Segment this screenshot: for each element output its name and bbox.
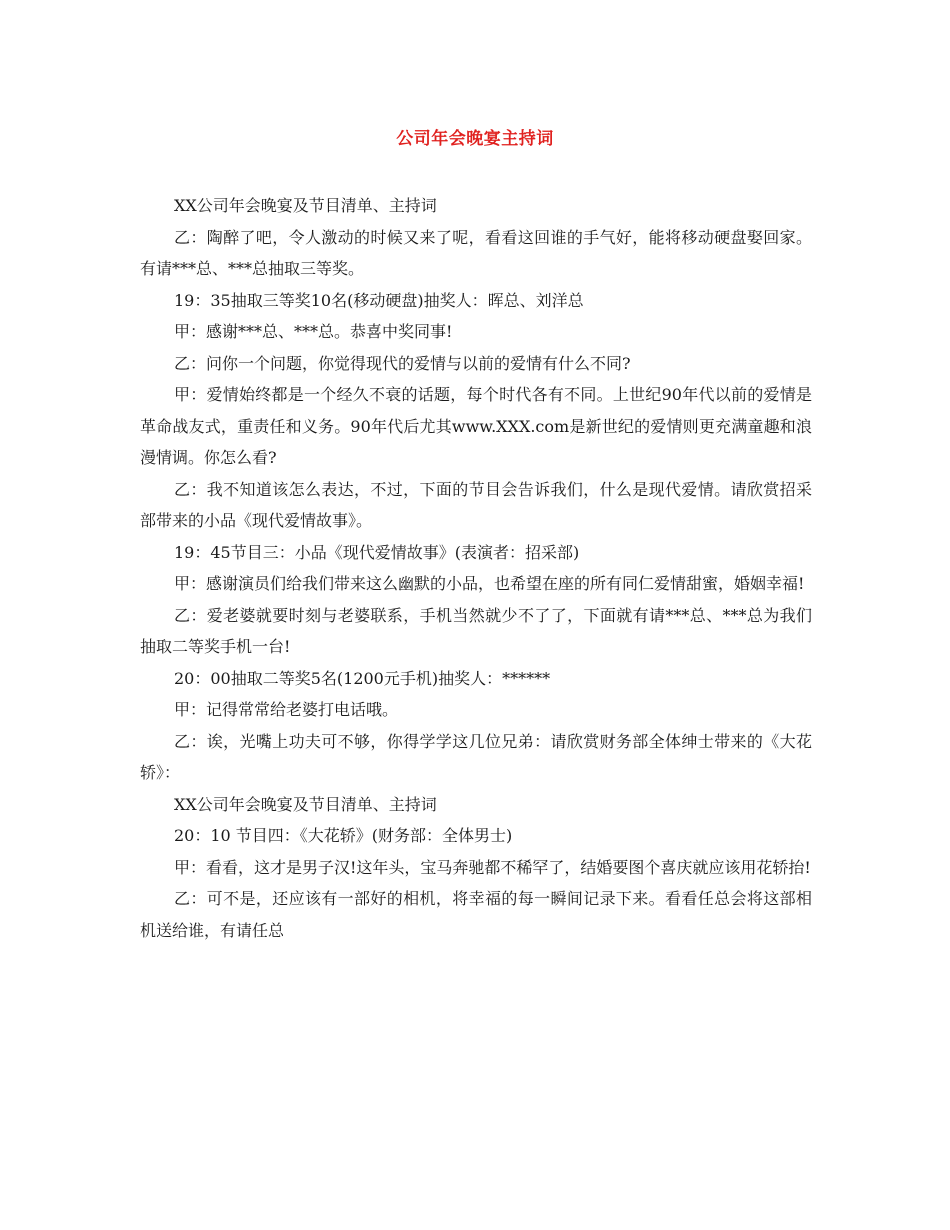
paragraph-14: XX公司年会晚宴及节目清单、主持词 — [174, 794, 437, 814]
paragraph-10: 乙：爱老婆就要时刻与老婆联系，手机当然就少不了了，下面就有请***总、***总为我们抽取二等奖手机一台! — [140, 605, 812, 656]
paragraph-11: 20：00抽取二等奖5名(1200元手机)抽奖人：****** — [174, 668, 551, 688]
paragraph-1: XX公司年会晚宴及节目清单、主持词 — [174, 196, 437, 215]
paragraph-13: 乙：诶，光嘴上功夫可不够，你得学学这几位兄弟：请欣赏财务部全体绅士带来的《大花轿》： — [140, 731, 812, 782]
document-title: 公司年会晚宴主持词 — [396, 129, 554, 149]
paragraph-12: 甲：记得常常给老婆打电话哦。 — [174, 700, 399, 719]
paragraph-5: 乙：问你一个问题，你觉得现代的爱情与以前的爱情有什么不同? — [174, 353, 631, 373]
paragraph-16: 甲：看看，这才是男子汉!这年头，宝马奔驰都不稀罕了，结婚要图个喜庆就应该用花轿抬! — [174, 857, 811, 877]
paragraph-15: 20：10 节目四：《大花轿》(财务部：全体男士) — [174, 826, 513, 845]
paragraph-6: 甲：爱情始终都是一个经久不衰的话题，每个时代各有不同。上世纪90年代以前的爱情是革命战友式，重责任和义务。90年代后尤其www.XXX.com是新世纪的爱情则更充满童趣和浪漫情调。你怎么看? — [140, 385, 812, 467]
paragraph-4: 甲：感谢***总、***总。恭喜中奖同事! — [174, 322, 453, 341]
document-body — [140, 190, 812, 946]
paragraph-17: 乙：可不是，还应该有一部好的相机，将幸福的每一瞬间记录下来。看看任总会将这部相机送给谁，有请任总 — [140, 889, 812, 940]
paragraph-3: 19：35抽取三等奖10名(移动硬盘)抽奖人：晖总、刘洋总 — [174, 290, 584, 310]
paragraph-7: 乙：我不知道该怎么表达，不过，下面的节目会告诉我们，什么是现代爱情。请欣赏招采部带来的小品《现代爱情故事》。 — [140, 479, 812, 530]
paragraph-2: 乙：陶醉了吧，令人激动的时候又来了呢，看看这回谁的手气好，能将移动硬盘娶回家。有请***总、***总抽取三等奖。 — [140, 227, 812, 278]
paragraph-8: 19：45节目三：小品《现代爱情故事》(表演者：招采部) — [174, 542, 580, 562]
paragraph-9: 甲：感谢演员们给我们带来这么幽默的小品，也希望在座的所有同仁爱情甜蜜，婚姻幸福! — [174, 574, 805, 593]
